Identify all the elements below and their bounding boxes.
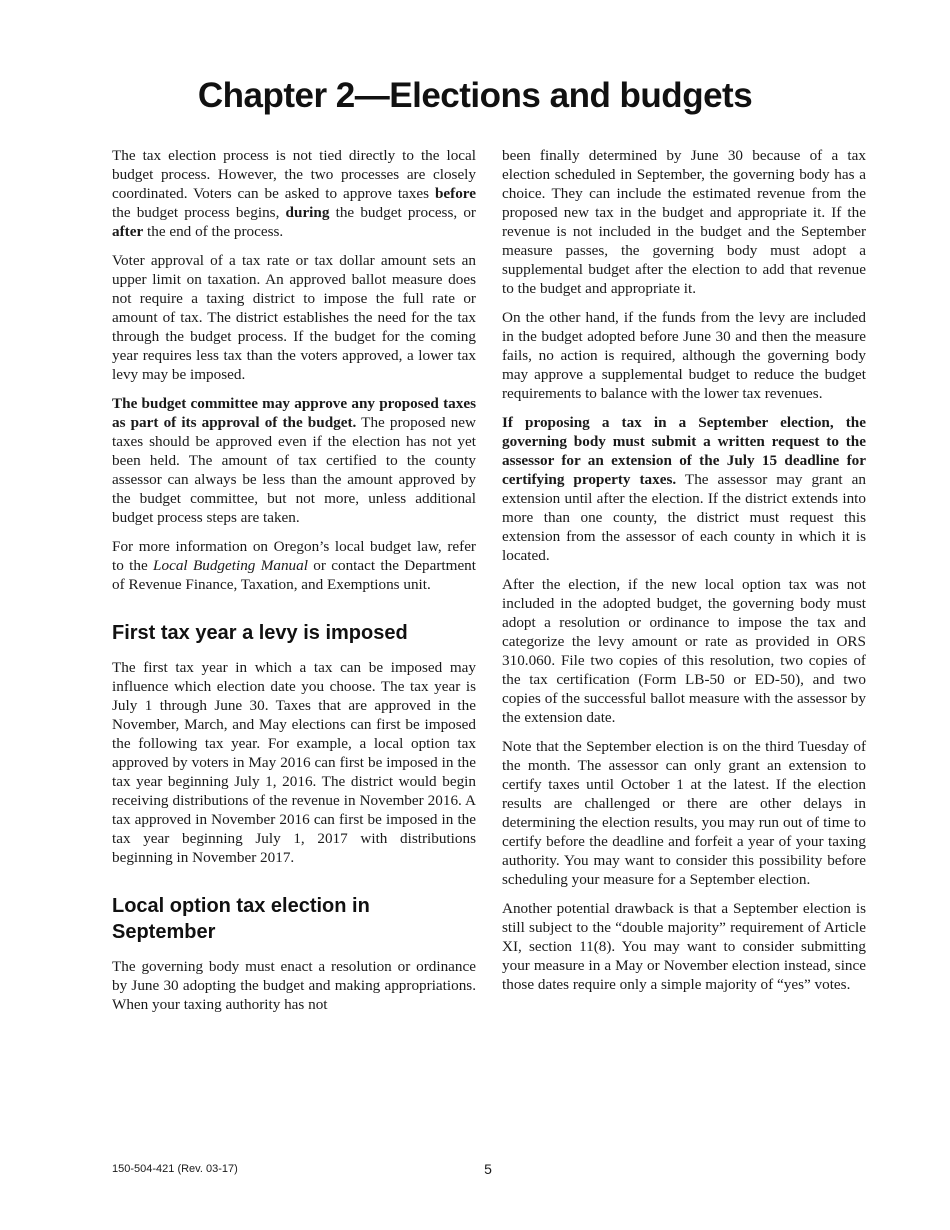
after-election-paragraph: After the election, if the new local option tax was not included in the adopted budget, the governing body must adopt a resolution or ordinance to impose the tax and categorize the levy amount or rate as provided in ORS 310.060. File two copies of this resolution, two copies of the tax certification (Form LB-50 or ED-50), and two copies of the successful ballot measure with the assessor by the extension date. — [502, 576, 866, 726]
bold-after: after — [112, 223, 144, 240]
more-info-paragraph — [112, 537, 476, 594]
page-title: Chapter 2—Elections and budgets — [197, 76, 753, 115]
measure-fails-paragraph: On the other hand, if the funds from the levy are included in the budget adopted before June 30 and then the measure fails, no action is required, although the governing body may approve a supplemental budget to reduce the budget requirements to balance with the lower tax revenues. — [502, 309, 866, 402]
page-number: 5 — [484, 1161, 492, 1177]
text-run: The tax election process is not tied directly to the local budget process. However, the two processes are closely coordinated. Voters can be asked to approve taxes — [112, 147, 476, 202]
text-run: The proposed new taxes should be approved even if the election has not yet been held. The amount of tax certified to the county assessor can always be less than the amount approved by the budget committee, but not more, unless additional budget process steps are taken. — [112, 414, 476, 526]
text-run: The assessor may grant an extension until after the election. If the district extends into more than one county, the district must request this extension from the assessor of each county in which it is located. — [502, 471, 866, 564]
bold-statement: The budget committee may approve any proposed taxes as part of its approval of the budget. — [112, 395, 476, 431]
intro-paragraph — [112, 146, 476, 241]
bold-before: before — [434, 185, 476, 202]
voter-approval-paragraph: Voter approval of a tax rate or tax dollar amount sets an upper limit on taxation. An approved ballot measure does not require a taxing district to impose the full rate or amount of tax. The district establishes the need for the tax through the budget process. If the budget for the coming year requires less tax than the voters approved, a lower tax levy may be imposed. — [112, 252, 476, 383]
left-column — [112, 146, 476, 1024]
bold-statement: If proposing a tax in a September election, the governing body must submit a written request to the assessor for an extension of the July 15 deadline for certifying property taxes. — [502, 414, 866, 488]
continued-paragraph: been finally determined by June 30 because of a tax election scheduled in September, the governing body has a choice. They can include the estimated revenue from the proposed new tax in the budget and appropriate it. If the revenue is not included in the budget and the September measure passes, the governing body must adopt a supplemental budget after the election to add that revenue to the budget and appropriate it. — [502, 147, 866, 297]
first-tax-year-paragraph: The first tax year in which a tax can be imposed may influence which election date you choose. The tax year is July 1 through June 30. Taxes that are approved in the November, March, and May elections can first be imposed the following tax year. For example, a local option tax approved by voters in May 2016 can first be imposed in the tax year beginning July 1, 2016. The district would begin receiving distributions of the revenue in November 2016. A tax approved in November 2016 can first be imposed in the tax year beginning July 1, 2017 with distributions beginning in November 2017. — [112, 659, 476, 866]
text-run: For more information on Oregon’s local budget law, refer to the — [112, 538, 476, 574]
right-column — [502, 146, 866, 1004]
double-majority-paragraph: Another potential drawback is that a September election is still subject to the “double majority” requirement of Article XI, section 11(8). You may want to consider submitting your measure in a May or November election instead, since those dates require only a simple majority of “yes” votes. — [502, 900, 866, 993]
text-run: the budget process begins, — [112, 204, 286, 221]
extension-request-paragraph — [502, 413, 866, 565]
section-heading-first-tax-year: First tax year a levy is imposed — [112, 622, 408, 644]
budget-committee-paragraph — [112, 394, 476, 527]
manual-title: Local Budgeting Manual — [153, 557, 308, 574]
text-run: or contact the Department of Revenue Finance, Taxation, and Exemptions unit. — [112, 557, 476, 593]
bold-during: during — [285, 204, 330, 221]
form-number: 150-504-421 (Rev. 03-17) — [112, 1163, 238, 1175]
governing-body-paragraph: The governing body must enact a resolution or ordinance by June 30 adopting the budget and making appropriations. When your taxing authority has not — [112, 958, 476, 1013]
text-run: the end of the process. — [143, 223, 284, 240]
september-timing-paragraph: Note that the September election is on the third Tuesday of the month. The assessor can only grant an extension to certify taxes until October 1 at the latest. If the election results are challenged or there are other delays in determining the election results, you may run out of time to certify before the deadline and forfeit a year of your taxing authority. You may want to consider this possibility before scheduling your measure for a September election. — [502, 738, 866, 888]
text-run: the budget process, or — [329, 204, 476, 221]
section-heading-september-election: Local option tax election in September — [112, 895, 370, 943]
